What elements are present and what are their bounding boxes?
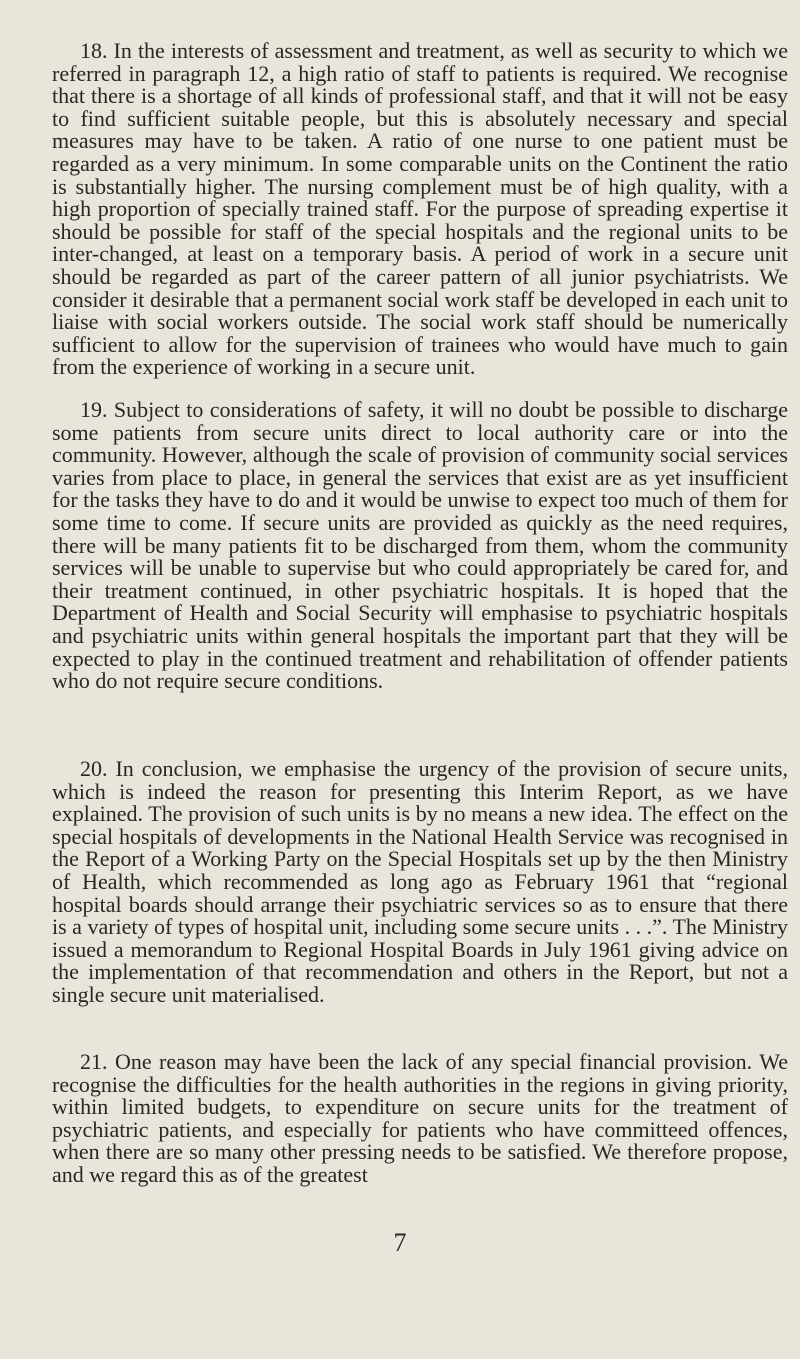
paragraph-20 xyxy=(52,758,788,1007)
paragraph-18 xyxy=(52,40,788,379)
paragraph-text: 21. One reason may have been the lack of any special financial provision. We recognise the difficulties for the health authorities in the regions in giving priority, within limited budgets, to expenditure on secure units for the treatment of psychiatric patients, and especially for patients who have committeed offences, when there are so many other pressing needs to be satisfied. We therefore propose, and we regard this as of the greatest xyxy=(52,1049,788,1187)
paragraph-19 xyxy=(52,399,788,693)
paragraph-text: 20. In conclusion, we emphasise the urgency of the provision of secure units, which is indeed the reason for presenting this Interim Report, as we have explained. The provision of such units is by no means a new idea. The effect on the special hospitals of developments in the National Health Service was recognised in the Report of a Working Party on the Special Hospitals set up by the then Ministry of Health, which recommended as long ago as February 1961 that “regional hospital boards should arrange their psychiatric services so as to ensure that there is a variety of types of hospital unit, including some secure units . . .”. The Ministry issued a memorandum to Regional Hospital Boards in July 1961 giving advice on the implementation of that recommendation and others in the Report, but not a single secure unit materialised. xyxy=(52,756,788,1007)
paragraph-21 xyxy=(52,1051,788,1187)
paragraph-text: 18. In the interests of assessment and treatment, as well as security to which we referred in paragraph 12, a high ratio of staff to patients is required. We recognise that there is a shortage of all kinds of professional staff, and that it will not be easy to find sufficient suitable people, but this is absolutely necessary and special measures may have to be taken. A ratio of one nurse to one patient must be regarded as a very minimum. In some comparable units on the Continent the ratio is substantially higher. The nursing complement must be of high quality, with a high proportion of specially trained staff. For the purpose of spreading expertise it should be possible for staff of the special hospitals and the regional units to be inter-changed, at least on a temporary basis. A period of work in a secure unit should be regarded as part of the career pattern of all junior psychiatrists. We consider it desirable that a permanent social work staff be developed in each unit to liaise with social workers outside. The social work staff should be numerically sufficient to allow for the supervision of trainees who would have much to gain from the experience of working in a secure unit. xyxy=(52,38,788,380)
paragraph-text: 19. Subject to considerations of safety, it will no doubt be possible to discharge some patients from secure units direct to local authority care or into the community. However, although the scale of provision of community social services varies from place to place, in general the services that exist are as yet insufficient for the tasks they have to do and it would be unwise to expect too much of them for some time to come. If secure units are provided as quickly as the need requires, there will be many patients fit to be discharged from them, whom the community services will be unable to supervise but who could appropriately be cared for, and their treatment continued, in other psychiatric hospitals. It is hoped that the Department of Health and Social Security will emphasise to psychiatric hospitals and psychiatric units within general hospitals the important part that they will be expected to play in the continued treatment and rehabilitation of offender patients who do not require secure conditions. xyxy=(52,397,788,694)
page-number: 7 xyxy=(393,1228,407,1257)
